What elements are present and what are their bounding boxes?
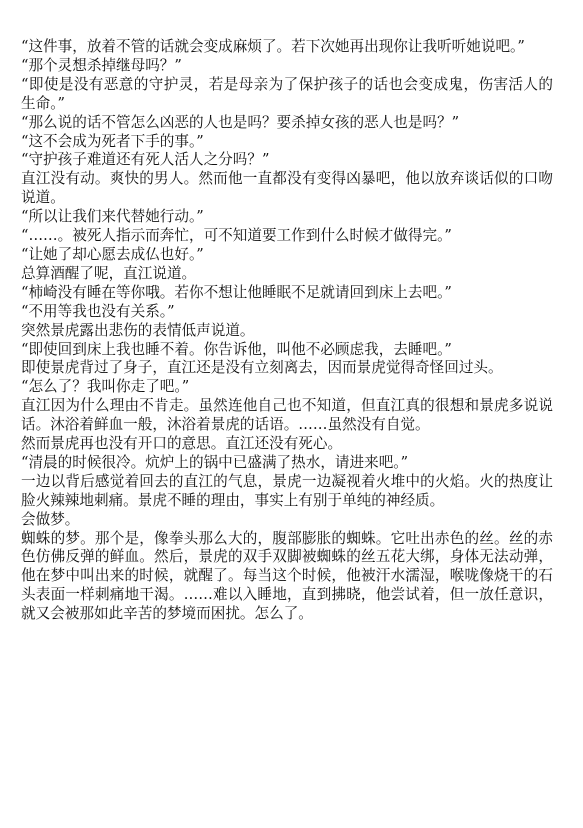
paragraph: 然而景虎再也没有开口的意思。直江还没有死心。	[21, 435, 343, 453]
paragraph: 直江没有动。爽快的男人。然而他一直都没有变得凶暴吧，他以放弃谈话似的口吻说道。	[21, 170, 553, 207]
paragraph: “让她了却心愿去成仏也好。”	[21, 245, 204, 263]
paragraph: “那个灵想杀掉继母吗？”	[21, 56, 182, 74]
document-page	[21, 38, 553, 624]
paragraph: “不用等我也没有关系。”	[21, 302, 175, 320]
paragraph: “这件事，放着不管的话就会变成麻烦了。若下次她再出现你让我听听她说吧。”	[21, 38, 525, 55]
paragraph: “守护孩子难道还有死人活人之分吗？”	[21, 151, 270, 169]
paragraph: 总算酒醒了呢，直江说道。	[21, 264, 197, 282]
paragraph: 突然景虎露出悲伤的表情低声说道。	[21, 321, 255, 339]
paragraph: “怎么了？我叫你走了吧。”	[21, 378, 190, 396]
paragraph: “……。被死人指示而奔忙，可不知道要工作到什么时候才做得完。”	[21, 227, 452, 245]
paragraph: “即使是没有恶意的守护灵，若是母亲为了保护孩子的话也会变成鬼，伤害活人的生命。”	[21, 75, 553, 112]
paragraph: “柿崎没有睡在等你哦。若你不想让他睡眠不足就请回到床上去吧。”	[21, 283, 452, 301]
paragraph: “即使回到床上我也睡不着。你告诉他，叫他不必顾虑我，去睡吧。”	[21, 340, 452, 358]
paragraph: 直江因为什么理由不肯走。虽然连他自己也不知道，但直江真的很想和景虎多说说话。沐浴着鲜血一般，沐浴着景虎的话语。……虽然没有自觉。	[21, 397, 553, 434]
paragraph: 蜘蛛的梦。那个是，像拳头那么大的，腹部膨胀的蜘蛛。它吐出赤色的丝。丝的赤色仿佛反弹的鲜血。然后，景虎的双手双脚被蜘蛛的丝五花大绑，身体无法动弹，他在梦中叫出来的时候，就醒了。每当这个时候，他被汗水濡湿，喉咙像烧干的石头表面一样刺痛地干渴。……难以入睡地，直到拂晓，他尝试着，但一放任意识，就又会被那如此辛苦的梦境而困扰。怎么了。	[21, 529, 553, 623]
paragraph: “那么说的话不管怎么凶恶的人也是吗？要杀掉女孩的恶人也是吗？”	[21, 113, 460, 131]
paragraph: 会做梦。	[21, 510, 80, 528]
paragraph: “这不会成为死者下手的事。”	[21, 132, 204, 150]
paragraph: 即使景虎背过了身子，直江还是没有立刻离去，因而景虎觉得奇怪回过头。	[21, 359, 503, 377]
paragraph: 一边以背后感觉着回去的直江的气息，景虎一边凝视着火堆中的火焰。火的热度让脸火辣辣地刺痛。景虎不睡的理由，事实上有别于单纯的神经质。	[21, 472, 553, 509]
paragraph: “清晨的时候很冷。炕炉上的锅中已盛满了热水，请进来吧。”	[21, 453, 409, 471]
paragraph: “所以让我们来代替她行动。”	[21, 208, 204, 226]
